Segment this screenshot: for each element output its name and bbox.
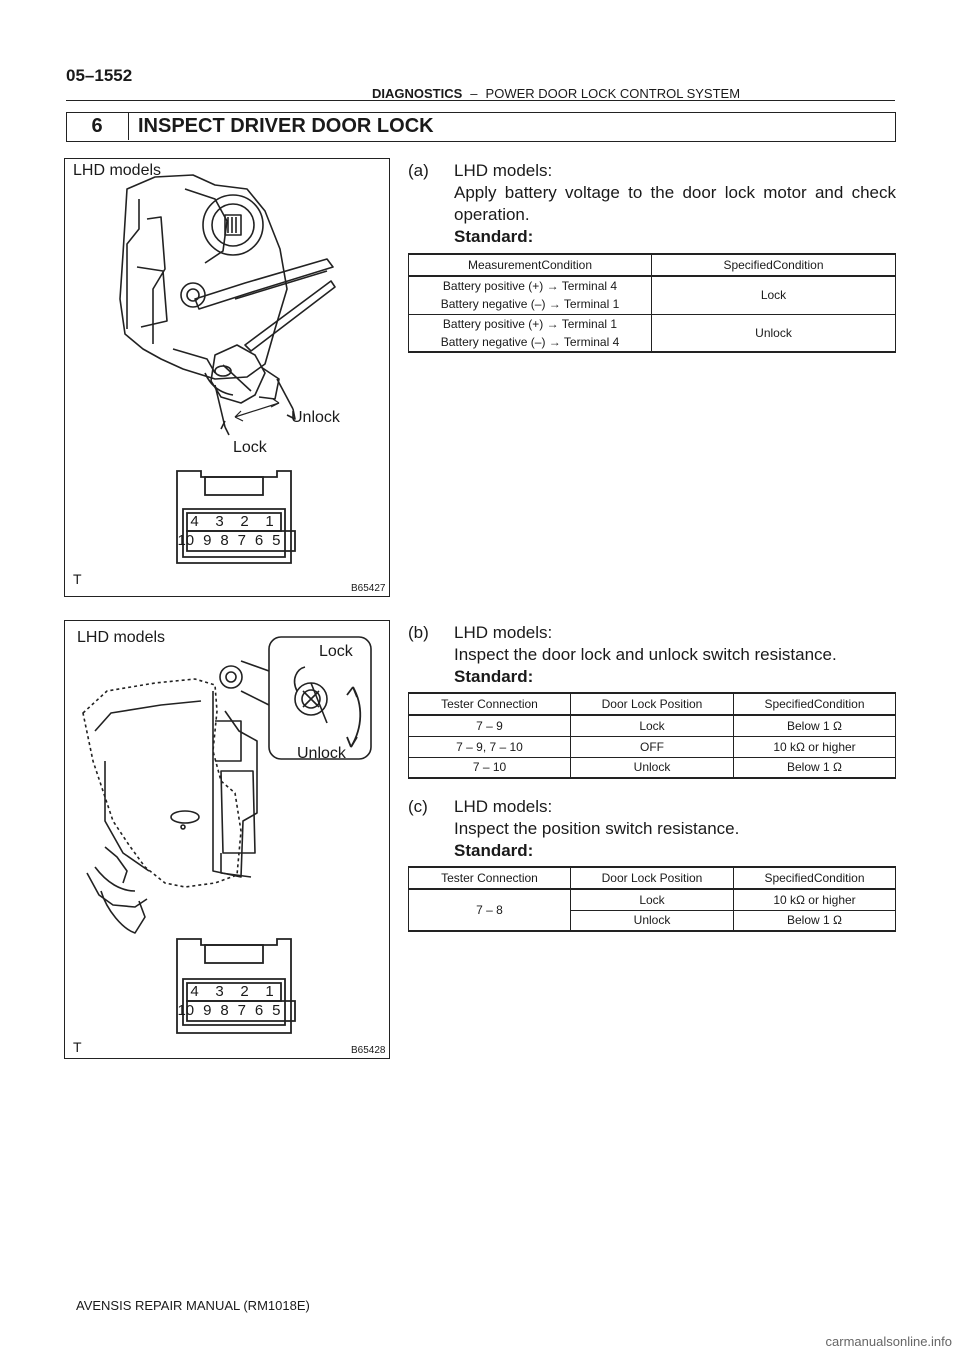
- figure1-id: B65427: [351, 583, 386, 594]
- col-header: Tester Connection: [409, 693, 571, 715]
- section-a-line1: LHD models:: [454, 161, 553, 180]
- watermark: carmanualsonline.info: [825, 1334, 952, 1349]
- pin-1: 1: [265, 513, 274, 530]
- pin-6: 6: [254, 532, 264, 549]
- table-cell: 7 – 9, 7 – 10: [409, 736, 571, 757]
- lock-label: Lock: [233, 439, 267, 456]
- section-c-line1: LHD models:: [454, 797, 553, 816]
- page-number: 05–1552: [66, 66, 133, 85]
- condition-line: Battery negative (–) → Terminal 1: [440, 297, 620, 312]
- pin-9: 9: [203, 1002, 212, 1019]
- table-cell: Below 1 Ω: [734, 715, 896, 736]
- header-section: DIAGNOSTICS: [372, 86, 463, 101]
- header-subsection: POWER DOOR LOCK CONTROL SYSTEM: [485, 86, 741, 101]
- table-motor-operation: [408, 253, 896, 353]
- condition-line: Battery positive (+) → Terminal 1: [442, 316, 618, 331]
- col-header: MeasurementCondition: [409, 254, 652, 276]
- connector-pins-bottom: [173, 1002, 285, 1019]
- section-c-instruction: Inspect the position switch resistance.: [454, 819, 740, 838]
- table-cell: Lock: [652, 276, 896, 314]
- lock-label: Lock: [319, 643, 353, 660]
- pin-8: 8: [220, 1002, 229, 1019]
- col-header: SpecifiedCondition: [734, 867, 896, 889]
- table-cell: Below 1 Ω: [734, 757, 896, 778]
- pin-4: 4: [190, 983, 199, 1000]
- section-a-marker: (a): [408, 161, 429, 180]
- table-position-switch: [408, 866, 896, 932]
- footer: AVENSIS REPAIR MANUAL (RM1018E): [76, 1298, 310, 1313]
- section-b: [408, 622, 896, 688]
- pin-4: 4: [190, 513, 199, 530]
- pin-8: 8: [220, 532, 229, 549]
- unlock-label: Unlock: [291, 409, 340, 426]
- figure1-t-mark: T: [73, 571, 82, 587]
- table-cell: 7 – 10: [409, 757, 571, 778]
- table-cell: 10 kΩ or higher: [734, 889, 896, 910]
- pin-5: 5: [272, 532, 281, 549]
- table-cell: Below 1 Ω: [734, 910, 896, 931]
- pin-6: 6: [254, 1002, 264, 1019]
- table-cell: 10 kΩ or higher: [734, 736, 896, 757]
- section-b-standard: Standard:: [454, 667, 534, 686]
- table-cell: Unlock: [571, 910, 734, 931]
- figure1-label: LHD models: [73, 162, 162, 179]
- pin-10: 10: [177, 1002, 195, 1019]
- col-header: Tester Connection: [409, 867, 571, 889]
- pin-5: 5: [272, 1002, 281, 1019]
- section-b-marker: (b): [408, 623, 429, 642]
- table-row: [409, 314, 896, 352]
- pin-2: 2: [240, 983, 249, 1000]
- section-c-standard: Standard:: [454, 841, 534, 860]
- header-separator: –: [470, 86, 478, 101]
- table-cell: Unlock: [652, 314, 896, 352]
- col-header: SpecifiedCondition: [652, 254, 896, 276]
- table-cell: 7 – 8: [409, 889, 571, 931]
- figure2-label: LHD models: [77, 629, 166, 646]
- table-cell: 7 – 9: [409, 715, 571, 736]
- step-title: INSPECT DRIVER DOOR LOCK: [138, 115, 434, 137]
- table-row: [409, 889, 896, 910]
- figure2-id: B65428: [351, 1045, 386, 1056]
- figure-lock-motor: [64, 158, 390, 597]
- pin-9: 9: [203, 532, 212, 549]
- table-cell: Lock: [571, 889, 734, 910]
- table-cell: Lock: [571, 715, 734, 736]
- pin-2: 2: [240, 513, 249, 530]
- col-header: SpecifiedCondition: [734, 693, 896, 715]
- table-cell: OFF: [571, 736, 734, 757]
- section-a-instruction: Apply battery voltage to the door lock motor and check operation.: [454, 183, 896, 224]
- connector-pins-top: [182, 983, 282, 1000]
- figure-lock-switch: [64, 620, 390, 1059]
- lock-motor-illustration: [65, 159, 389, 596]
- step-number: 6: [66, 112, 129, 140]
- condition-line: Battery negative (–) → Terminal 4: [440, 334, 620, 349]
- section-c: [408, 796, 896, 862]
- pin-7: 7: [237, 532, 246, 549]
- header-rule: [66, 100, 895, 101]
- col-header: Door Lock Position: [571, 693, 734, 715]
- condition-line: Battery positive (+) → Terminal 4: [442, 279, 618, 294]
- table-cell: [409, 314, 652, 352]
- section-b-line1: LHD models:: [454, 623, 553, 642]
- table-row: [409, 715, 896, 736]
- figure2-t-mark: T: [73, 1039, 82, 1055]
- table-cell: [409, 276, 652, 314]
- section-a-standard: Standard:: [454, 227, 534, 246]
- connector-pins-top: [182, 513, 282, 530]
- pin-10: 10: [177, 532, 195, 549]
- section-b-instruction: Inspect the door lock and unlock switch resistance.: [454, 645, 837, 664]
- table-row: [409, 757, 896, 778]
- unlock-label: Unlock: [297, 745, 346, 762]
- table-cell: Unlock: [571, 757, 734, 778]
- section-c-marker: (c): [408, 797, 428, 816]
- table-row: [409, 736, 896, 757]
- pin-1: 1: [265, 983, 274, 1000]
- pin-7: 7: [237, 1002, 246, 1019]
- pin-3: 3: [215, 513, 224, 530]
- table-lock-switch: [408, 692, 896, 779]
- connector-pins-bottom: [173, 532, 285, 549]
- section-a: [408, 160, 896, 250]
- col-header: Door Lock Position: [571, 867, 734, 889]
- running-header: [372, 86, 740, 101]
- table-row: [409, 276, 896, 314]
- pin-3: 3: [215, 983, 224, 1000]
